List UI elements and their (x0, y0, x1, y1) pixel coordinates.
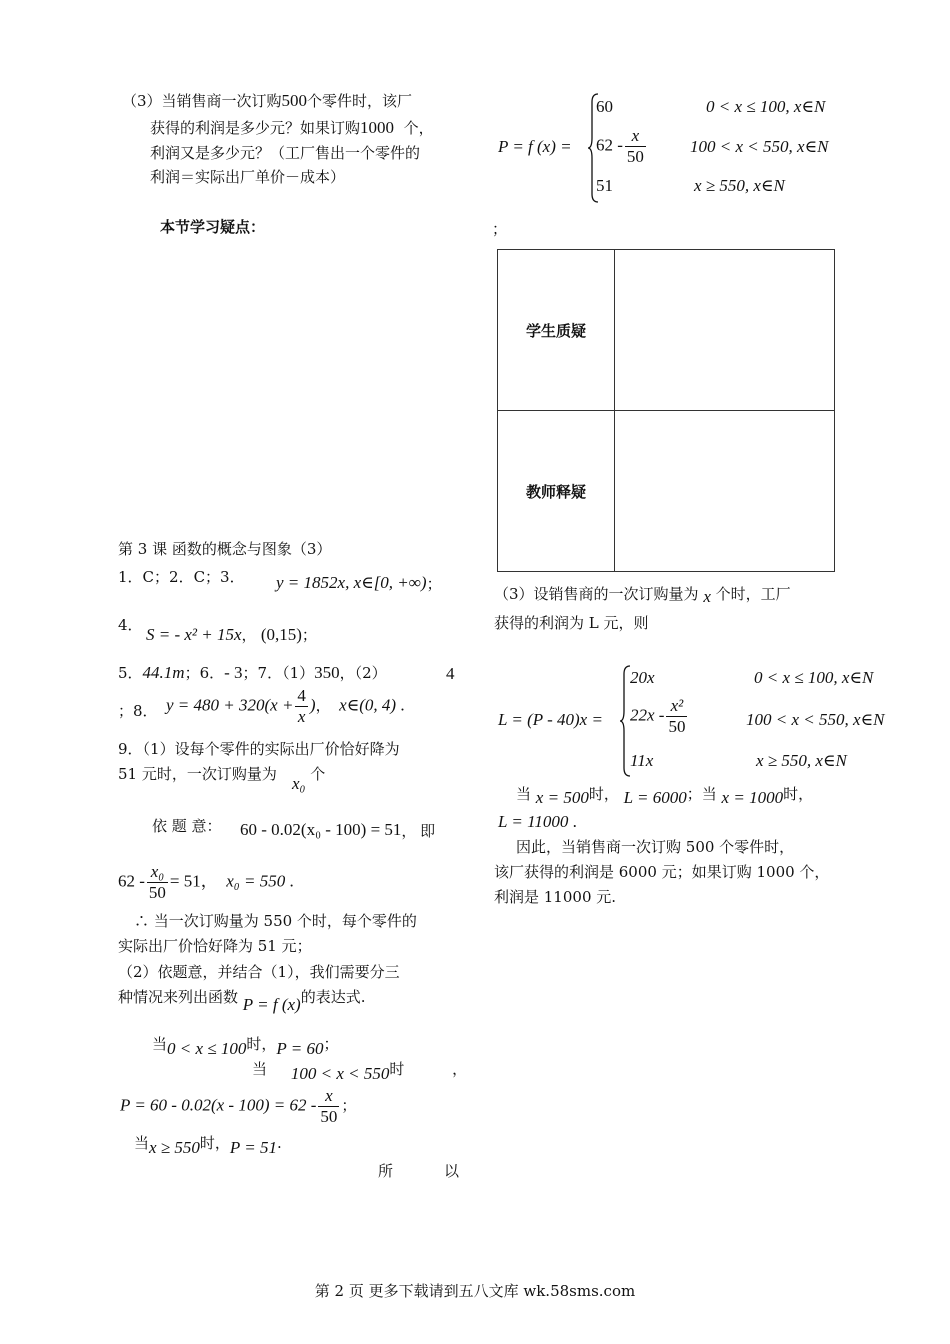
l-function-lhs: L = (P - 40)x = (498, 710, 603, 729)
l-row2-value: 22x - $\frac{\text{x²}}{50}$ (630, 696, 686, 736)
q3-line1: （3）当销售商一次订购500个零件时，该厂 (122, 91, 413, 110)
p-row2-fraction: $\frac{x}{50}$ (626, 126, 644, 166)
p-row3-condition: x ≥ 550, x∈N (694, 176, 785, 195)
table-row-student-content[interactable] (615, 250, 835, 411)
q3-line4: 利润＝实际出厂单价－成本） (150, 168, 346, 186)
table-row-teacher-content[interactable] (615, 411, 835, 572)
result-line: 当 x = 500时， L = 6000；当 x = 1000时， (516, 785, 814, 807)
r-q3-line2: 获得的利润为 L 元，则 (494, 614, 649, 632)
q3-line3: 利润又是多少元？（工厂售出一个零件的 (150, 144, 421, 162)
answer-7-val2: 4 (446, 664, 455, 683)
answer-9-eq2: 62 - $\frac{\text{x₀}}{50}$ = 51， x₀ = 550 . (118, 862, 294, 902)
answer-9-line2: 51 元时，一次订购量为 个 (118, 765, 326, 783)
l-row2-fraction: $\frac{\text{x²}}{50}$ (668, 696, 686, 736)
table-row-student-label: 学生质疑 (498, 250, 615, 411)
case2-fraction: $\frac{x}{50}$ (320, 1086, 338, 1126)
p-row1-condition: 0 < x ≤ 100, x∈N (706, 97, 826, 116)
case3: 当x ≥ 550时，P = 51. (134, 1134, 282, 1157)
case1: 当0 < x ≤ 100时，P = 60； (152, 1035, 339, 1058)
p-row2-condition: 100 < x < 550, x∈N (690, 137, 829, 156)
answer-9-eq1: 60 - 0.02(x₀ - 100) = 51， 即 (240, 820, 436, 840)
page-footer: 第 2 页 更多下载请到五八文库 wk.58sms.com (314, 1282, 636, 1300)
l-row2-condition: 100 < x < 550, x∈N (746, 710, 885, 729)
p-row1-value: 60 (596, 97, 613, 116)
conclusion-line2: 该厂获得的利润是 6000 元；如果订购 1000 个， (494, 863, 830, 881)
l-row3-condition: x ≥ 550, x∈N (756, 751, 847, 770)
case2: 当 100 < x < 550时 ， (252, 1060, 468, 1083)
answer-9-fraction: $\frac{\text{x₀}}{50}$ (148, 862, 166, 902)
l-row3-value: 11x (630, 751, 654, 770)
answer-8-fraction: $\frac{4}{x}$ (297, 686, 306, 726)
answer-9-part2-line1: （2）依题意，并结合（1），我们需要分三 (118, 963, 400, 981)
suoyi-1: 所 (378, 1162, 394, 1180)
answer-9-yi: 依 题 意： (152, 817, 222, 835)
p-row3-value: 51 (596, 176, 613, 195)
p-row2-value: 62 - $\frac{x}{50}$ (596, 126, 644, 166)
answer-4-formula: S = - x² + 15x， (0,15)； (146, 625, 317, 644)
answer-4-label: 4． (118, 616, 143, 634)
q3-line2: 获得的利润是多少元？如果订购1000 个， (150, 118, 434, 137)
l-row1-value: 20x (630, 668, 655, 687)
semicolon: ； (492, 220, 508, 238)
answer-title: 第 3 课 函数的概念与图象（3） (118, 540, 332, 558)
table-row-teacher-label: 教师释疑 (498, 411, 615, 572)
conclusion-line1: 因此，当销售商一次订购 500 个零件时， (516, 838, 795, 856)
answer-9-therefore1: ∴ 当一次订购量为 550 个时，每个零件的 (134, 912, 417, 930)
answer-5-7: 5．44.1m；6．- 3；7．（1）350，（2） (118, 663, 387, 682)
l-row1-condition: 0 < x ≤ 100, x∈N (754, 668, 874, 687)
suoyi-2: 以 (444, 1162, 460, 1180)
answer-3-formula: y = 1852x, x∈[0, +∞)； (276, 573, 442, 593)
answer-9-part2-line2: 种情况来列出函数 P = f (x)的表达式. (118, 988, 366, 1014)
answer-8: ；8． (118, 702, 158, 720)
answer-1-3: 1．C；2．C；3． (118, 568, 245, 586)
result-line2: L = 11000 . (498, 812, 577, 831)
conclusion-line3: 利润是 11000 元. (494, 888, 617, 906)
doubt-heading: 本节学习疑点： (160, 218, 266, 236)
answer-9-line1: 9．（1）设每个零件的实际出厂价恰好降为 (118, 740, 400, 758)
answer-8-formula: y = 480 + 320(x + $\frac{4}{x}$ )， x∈(0, 4) . (166, 686, 405, 726)
question-table (497, 249, 835, 572)
r-q3-line1: （3）设销售商的一次订购量为 x 个时，工厂 (494, 585, 791, 606)
answer-9-x0: x₀ (292, 774, 306, 793)
case2-equation: P = 60 - 0.02(x - 100) = 62 - $\frac{x}{50}$ ； (120, 1086, 357, 1126)
p-function-lhs: P = f (x) = (498, 137, 572, 156)
answer-9-therefore2: 实际出厂价恰好降为 51 元； (118, 937, 312, 955)
